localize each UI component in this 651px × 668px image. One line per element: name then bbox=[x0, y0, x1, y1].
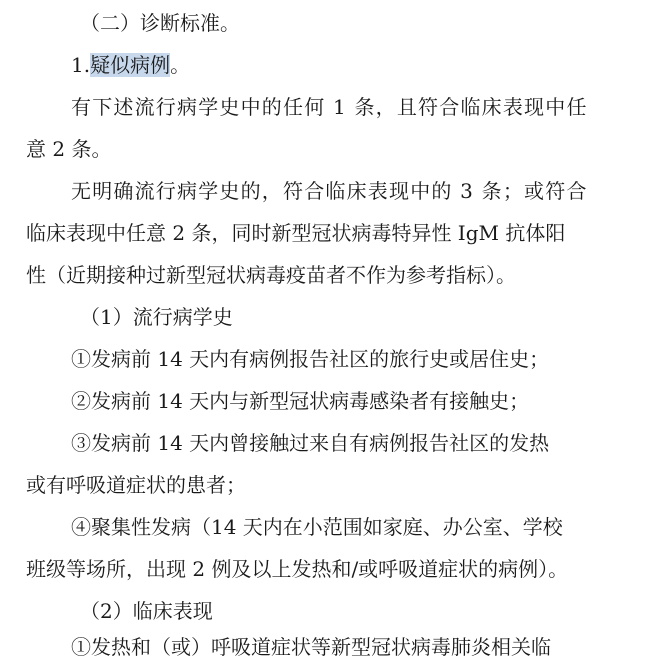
sub-heading-clinical: （2）临床表现 bbox=[80, 599, 213, 623]
item-1-title bbox=[0, 44, 651, 86]
sub-heading-epidemiology: （1）流行病学史 bbox=[80, 305, 233, 329]
epidemiology-item-2: ②发病前 14 天内与新型冠状病毒感染者有接触史； bbox=[71, 389, 530, 413]
item-1-prefix: 1. bbox=[71, 53, 91, 77]
item-1-highlighted-text: 疑似病例 bbox=[90, 53, 171, 77]
paragraph-2-line-3: 性（近期接种过新型冠状病毒疫苗者不作为参考指标）。 bbox=[26, 263, 516, 287]
epidemiology-item-1: ①发病前 14 天内有病例报告社区的旅行史或居住史； bbox=[71, 347, 550, 371]
epidemiology-item-4-line-2: 班级等场所，出现 2 例及以上发热和/或呼吸道症状的病例）。 bbox=[26, 557, 569, 581]
item-1-suffix: 。 bbox=[170, 53, 191, 77]
paragraph-1-line-1: 有下述流行病学史中的任何 1 条，且符合临床表现中任 bbox=[71, 95, 588, 119]
epidemiology-item-4-line-1: ④聚集性发病（14 天内在小范围如家庭、办公室、学校 bbox=[71, 515, 563, 539]
paragraph-2-line-2: 临床表现中任意 2 条，同时新型冠状病毒特异性 IgM 抗体阳 bbox=[26, 221, 566, 245]
paragraph-2-line-1: 无明确流行病学史的，符合临床表现中的 3 条；或符合 bbox=[71, 179, 588, 203]
epidemiology-item-3-line-1: ③发病前 14 天内曾接触过来自有病例报告社区的发热 bbox=[71, 431, 550, 455]
epidemiology-item-3-line-2: 或有呼吸道症状的患者； bbox=[26, 473, 246, 497]
clinical-item-1: ①发热和（或）呼吸道症状等新型冠状病毒肺炎相关临 bbox=[71, 635, 551, 659]
paragraph-1-line-2: 意 2 条。 bbox=[26, 137, 112, 161]
section-heading: （二）诊断标准。 bbox=[80, 11, 240, 35]
